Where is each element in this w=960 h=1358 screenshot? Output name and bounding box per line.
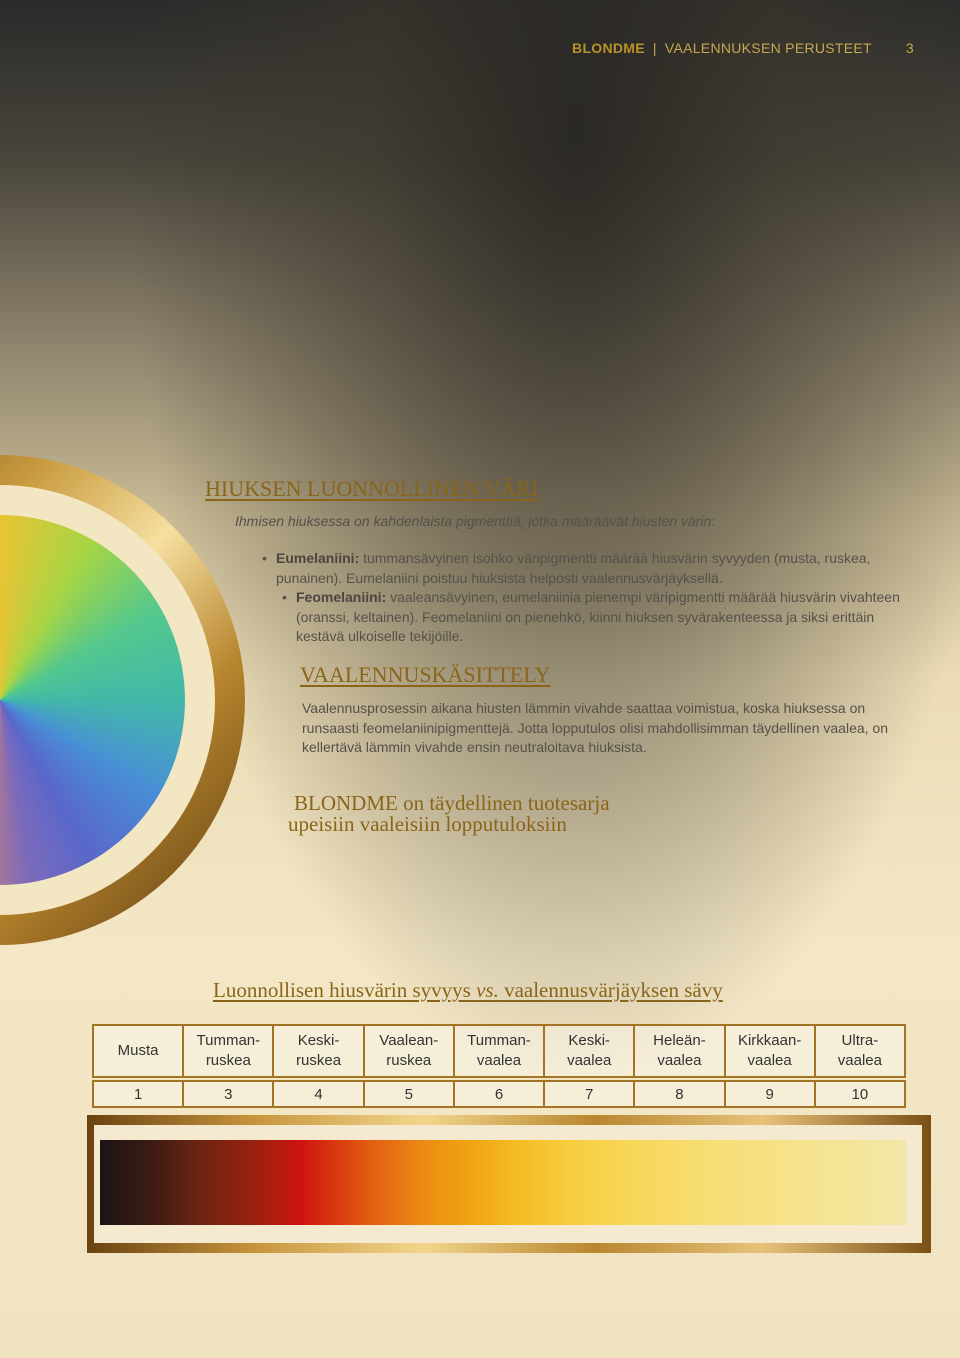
term-eumelanin: Eumelaniini: <box>276 550 360 566</box>
level-name-cell <box>815 1025 905 1077</box>
level-name-line2: vaalea <box>747 1052 792 1069</box>
level-name-cell <box>634 1025 724 1077</box>
level-name-line1: Musta <box>117 1042 159 1059</box>
level-name-line1: Vaalean- <box>379 1032 439 1049</box>
level-number-cell: 10 <box>815 1081 905 1107</box>
level-name-line2: ruskea <box>205 1052 251 1069</box>
pigment-list <box>262 549 902 647</box>
hair-level-table <box>92 1024 906 1108</box>
level-name-line1: Kirkkaan- <box>737 1032 802 1049</box>
level-number-cell: 3 <box>183 1081 273 1107</box>
level-name-line2: ruskea <box>296 1052 342 1069</box>
level-numbers-row <box>93 1081 905 1107</box>
scale-title-part-1: Luonnollisen hiusvärin syvyys <box>213 978 477 1002</box>
level-name-cell <box>725 1025 815 1077</box>
level-number-cell: 7 <box>544 1081 634 1107</box>
scale-title-vs: vs. <box>476 978 499 1002</box>
level-name-line1: Ultra- <box>841 1032 879 1049</box>
level-number-cell: 9 <box>725 1081 815 1107</box>
level-number-cell: 4 <box>273 1081 363 1107</box>
level-name-cell <box>364 1025 454 1077</box>
tagline-line-1: BLONDME on täydellinen tuotesarja <box>294 791 610 815</box>
lightening-gradient-bar <box>100 1140 906 1225</box>
level-name-line1: Keski- <box>297 1032 340 1049</box>
section-title-natural-color: HIUKSEN LUONNOLLINEN VÄRI <box>205 476 539 501</box>
level-name-line2: vaalea <box>567 1052 612 1069</box>
tagline <box>288 793 610 835</box>
desc-pheomelanin: vaaleansävyinen, eumelaniinia pienempi väripigmentti määrää hiusvärin vivahteen (oranssi, keltainen). Feomelaniini on pienehkö, kiinni hiuksen syvärakenteessa ja siksi erittäin kestävä ulkoiselle tekijöille. <box>296 589 900 644</box>
level-names-row <box>93 1025 905 1077</box>
scale-title <box>213 978 723 1003</box>
level-number-cell: 6 <box>454 1081 544 1107</box>
list-item-eumelanin <box>262 549 902 588</box>
level-name-line2: ruskea <box>386 1052 432 1069</box>
level-name-cell <box>183 1025 273 1077</box>
header-separator: | <box>652 40 657 56</box>
level-name-line1: Heleän- <box>653 1032 706 1049</box>
level-name-cell <box>93 1025 183 1077</box>
list-item-pheomelanin <box>282 588 902 647</box>
scale-title-part-2: vaalennusvärjäyksen sävy <box>498 978 723 1002</box>
intro-text: Ihmisen hiuksessa on kahdenlaista pigmenttiä, jotka määräävät hiusten värin: <box>235 513 716 529</box>
level-name-cell <box>454 1025 544 1077</box>
level-number-cell: 8 <box>634 1081 724 1107</box>
level-number-cell: 1 <box>93 1081 183 1107</box>
lightening-paragraph: Vaalennusprosessin aikana hiusten lämmin vivahde saattaa voimistua, koska hiuksessa on runsaasti feomelaniinipigmenttejä. Jotta lopputulos olisi mahdollisimman täydellinen vaalea, on kellertävä lämmin vivahde ensin neutraloitava hiuksista. <box>302 700 888 755</box>
level-name-line2: vaalea <box>657 1052 702 1069</box>
level-name-line1: Keski- <box>568 1032 611 1049</box>
term-pheomelanin: Feomelaniini: <box>296 589 387 605</box>
desc-eumelanin: tummansävyinen isohko väripigmentti määrää hiusvärin syvyyden (musta, ruskea, punainen). Eumelaniini poistuu hiuksista helposti vaalennusvärjäyksellä. <box>276 550 871 586</box>
page-header <box>572 40 914 56</box>
level-name-cell <box>273 1025 363 1077</box>
level-name-line1: Tumman- <box>196 1032 261 1049</box>
tagline-line-2: upeisiin vaaleisiin lopputuloksiin <box>288 812 567 836</box>
level-name-line1: Tumman- <box>467 1032 531 1049</box>
page-number: 3 <box>905 40 914 56</box>
level-name-cell <box>544 1025 634 1077</box>
level-name-line2: vaalea <box>837 1052 882 1069</box>
level-name-line2: vaalea <box>476 1052 522 1069</box>
section-title-lightening: VAALENNUSKÄSITTELY <box>300 662 551 687</box>
brand-name: BLONDME <box>572 40 645 56</box>
level-number-cell: 5 <box>364 1081 454 1107</box>
section-name: VAALENNUKSEN PERUSTEET <box>664 40 872 56</box>
